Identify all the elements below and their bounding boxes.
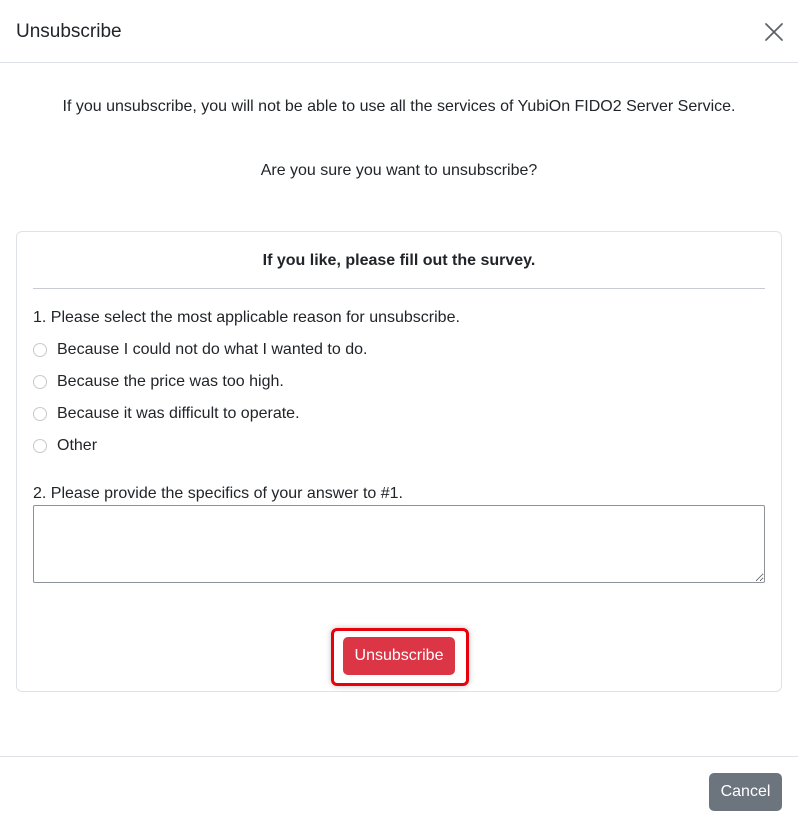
close-button[interactable] xyxy=(760,18,788,46)
unsubscribe-button[interactable]: Unsubscribe xyxy=(343,637,455,675)
specifics-textarea[interactable] xyxy=(33,505,765,583)
reason-radio-other[interactable] xyxy=(33,435,97,457)
survey-card xyxy=(16,231,782,692)
modal-title: Unsubscribe xyxy=(16,21,122,42)
radio-button[interactable] xyxy=(33,439,47,453)
reason-label[interactable]: Because I could not do what I wanted to do. xyxy=(57,341,368,358)
radio-button[interactable] xyxy=(33,343,47,357)
reason-label[interactable]: Because the price was too high. xyxy=(57,373,284,390)
modal-header xyxy=(0,0,798,63)
reason-radio-1[interactable] xyxy=(33,339,367,361)
warning-text: If you unsubscribe, you will not be able to use all the services of YubiOn FIDO2 Server Service. xyxy=(62,98,736,115)
close-icon xyxy=(760,18,788,46)
cancel-button[interactable]: Cancel xyxy=(709,773,782,811)
survey-divider xyxy=(33,288,765,289)
reason-label[interactable]: Other xyxy=(57,437,98,454)
question-1-label: 1. Please select the most applicable reason for unsubscribe. xyxy=(33,309,460,326)
question-2-label: 2. Please provide the specifics of your answer to #1. xyxy=(33,485,403,502)
confirm-text: Are you sure you want to unsubscribe? xyxy=(260,162,538,179)
radio-button[interactable] xyxy=(33,375,47,389)
reason-radio-3[interactable] xyxy=(33,403,300,425)
reason-label[interactable]: Because it was difficult to operate. xyxy=(57,405,300,422)
modal-footer xyxy=(0,756,798,827)
survey-title: If you like, please fill out the survey. xyxy=(262,252,536,269)
radio-button[interactable] xyxy=(33,407,47,421)
reason-radio-2[interactable] xyxy=(33,371,284,393)
